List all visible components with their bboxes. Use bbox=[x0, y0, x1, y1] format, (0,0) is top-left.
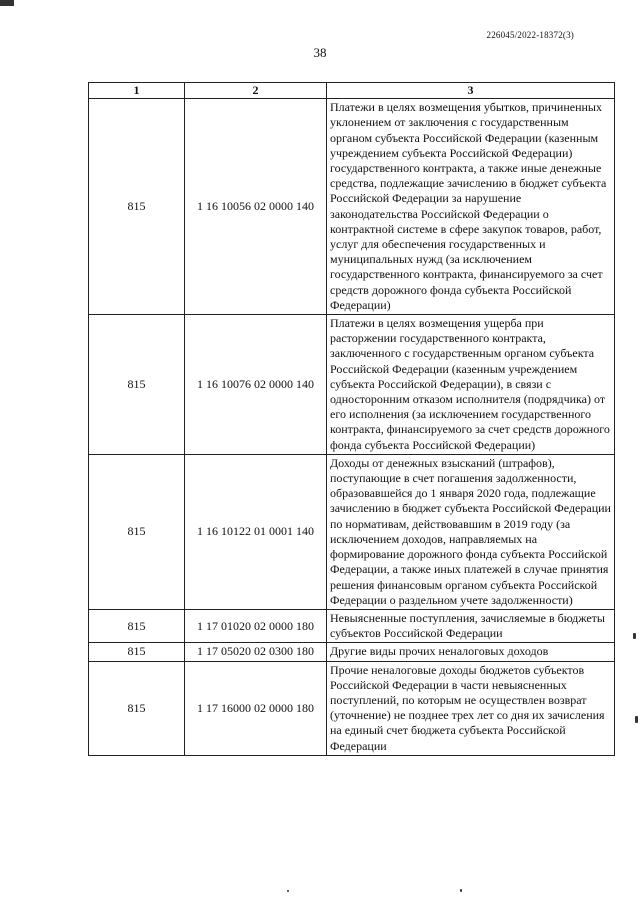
description-cell: Платежи в целях возмещения убытков, причиненных уклонением от заключения с государственным органом субъекта Российской Федерации (казенным учреждением субъекта Российской Федерации) государственного контракта, а также иные денежные средства, подлежащие зачислению в бюджет субъекта Российской Федерации за нарушение законодательства Российской Федерации о контрактной системе в сфере закупок товаров, работ, услуг для обеспечения государственных и муниципальных нужд (за исключением государственного контракта, финансируемого за счет средств дорожного фонда субъекта Российской Федерации) bbox=[327, 99, 615, 315]
budget-code-cell: 1 16 10076 02 0000 140 bbox=[185, 315, 327, 455]
budget-code-cell: 1 16 10056 02 0000 140 bbox=[185, 99, 327, 315]
description-cell: Прочие неналоговые доходы бюджетов субъектов Российской Федерации в части невыясненных поступлений, по которым не осуществлен возврат (уточнение) не позднее трех лет со дня их зачисления на единый счет бюджета субъекта Российской Федерации bbox=[327, 661, 615, 755]
table-row bbox=[89, 99, 615, 315]
description-cell: Доходы от денежных взысканий (штрафов), поступающие в счет погашения задолженности, образовавшейся до 1 января 2020 года, подлежащие зачислению в бюджет субъекта Российской Федерации по нормативам, действовавшим в 2019 году (за исключением доходов, направляемых на формирование дорожного фонда субъекта Российской Федерации, а также иных платежей в случае принятия решения финансовым органом субъекта Российской Федерации о раздельном учете задолженности) bbox=[327, 454, 615, 609]
description-cell: Платежи в целях возмещения ущерба при расторжении государственного контракта, заключенного с государственным органом субъекта Российской Федерации (казенным учреждением субъекта Российской Федерации), в связи с односторонним отказом исполнителя (подрядчика) от его исполнения (за исключением государственного контракта, финансируемого за счет средств дорожного фонда субъекта Российской Федерации) bbox=[327, 315, 615, 455]
admin-code-cell: 815 bbox=[89, 661, 185, 755]
description-cell: Невыясненные поступления, зачисляемые в бюджеты субъектов Российской Федерации bbox=[327, 609, 615, 642]
admin-code-cell: 815 bbox=[89, 609, 185, 642]
budget-code-cell: 1 17 05020 02 0300 180 bbox=[185, 643, 327, 661]
scan-speck bbox=[460, 889, 462, 892]
table-header-row bbox=[89, 83, 615, 99]
document-id: 226045/2022-18372(3) bbox=[486, 30, 574, 40]
column-header-1: 1 bbox=[89, 83, 185, 99]
admin-code-cell: 815 bbox=[89, 643, 185, 661]
budget-code-cell: 1 17 01020 02 0000 180 bbox=[185, 609, 327, 642]
table-row bbox=[89, 454, 615, 609]
description-cell: Другие виды прочих неналоговых доходов bbox=[327, 643, 615, 661]
scan-corner-mark bbox=[0, 0, 14, 6]
table-row bbox=[89, 661, 615, 755]
scan-speck bbox=[633, 633, 636, 639]
budget-code-cell: 1 16 10122 01 0001 140 bbox=[185, 454, 327, 609]
scan-speck bbox=[635, 716, 638, 723]
column-header-2: 2 bbox=[185, 83, 327, 99]
admin-code-cell: 815 bbox=[89, 454, 185, 609]
revenue-codes-table bbox=[88, 82, 615, 756]
column-header-3: 3 bbox=[327, 83, 615, 99]
table-row bbox=[89, 315, 615, 455]
budget-code-cell: 1 17 16000 02 0000 180 bbox=[185, 661, 327, 755]
scan-speck bbox=[287, 890, 289, 892]
table-row bbox=[89, 609, 615, 642]
admin-code-cell: 815 bbox=[89, 315, 185, 455]
admin-code-cell: 815 bbox=[89, 99, 185, 315]
page-number: 38 bbox=[313, 45, 327, 60]
table-row bbox=[89, 643, 615, 661]
